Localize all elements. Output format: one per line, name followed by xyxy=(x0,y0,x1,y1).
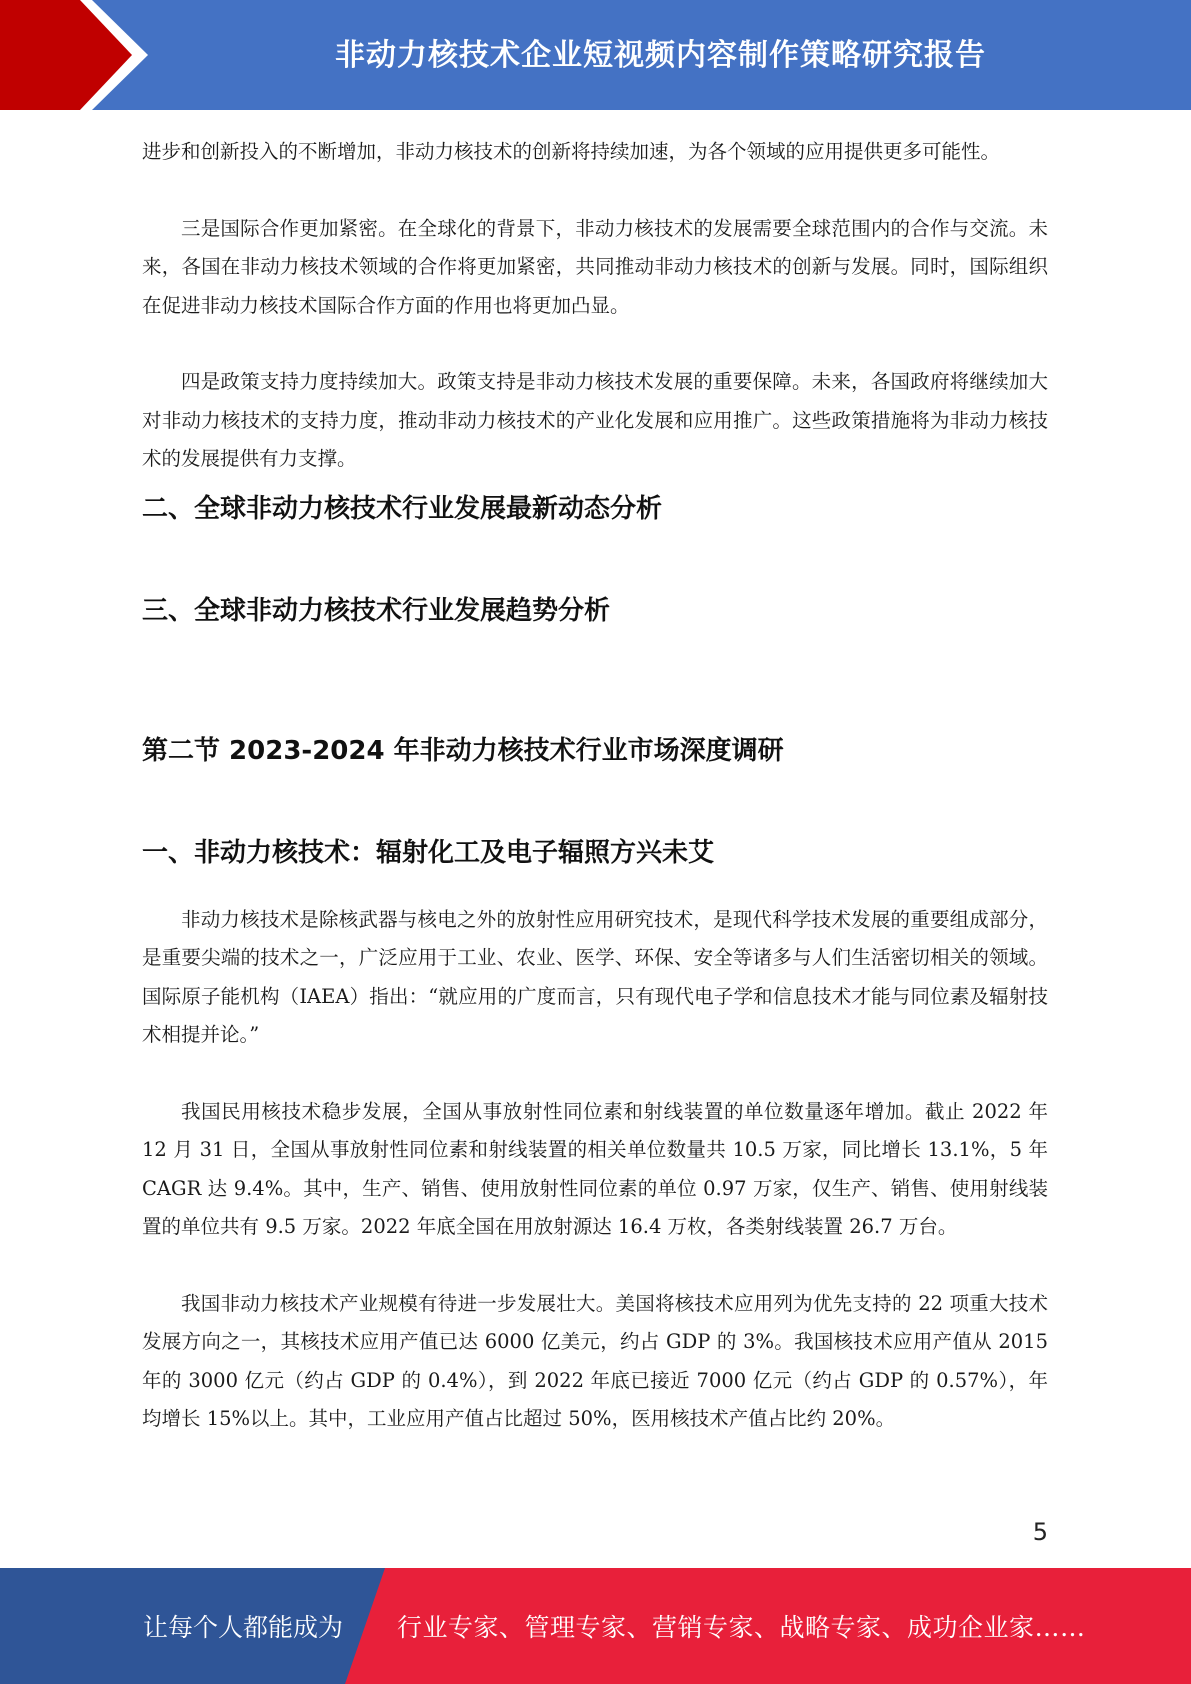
page-footer xyxy=(0,1568,1191,1684)
paragraph: 非动力核技术是除核武器与核电之外的放射性应用研究技术，是现代科学技术发展的重要组成部分，是重要尖端的技术之一，广泛应用于工业、农业、医学、环保、安全等诸多与人们生活密切相关的领域。国际原子能机构（IAEA）指出：“就应用的广度而言，只有现代电子学和信息技术才能与同位素及辐射技术相提并论。” xyxy=(142,907,1048,1046)
section-heading: 一、非动力核技术：辐射化工及电子辐照方兴未艾 xyxy=(142,837,715,868)
page-header xyxy=(0,0,1191,110)
paragraph: 进步和创新投入的不断增加，非动力核技术的创新将持续加速，为各个领域的应用提供更多可能性。 xyxy=(142,140,1001,163)
paragraph: 三是国际合作更加紧密。在全球化的背景下，非动力核技术的发展需要全球范围内的合作与交流。未来，各国在非动力核技术领域的合作将更加紧密，共同推动非动力核技术的创新与发展。同时，国际组织在促进非动力核技术国际合作方面的作用也将更加凸显。 xyxy=(142,216,1048,317)
footer-slogan-left: 让每个人都能成为 xyxy=(143,1613,344,1642)
chapter-heading: 第二节 2023-2024 年非动力核技术行业市场深度调研 xyxy=(142,735,784,766)
paragraph: 四是政策支持力度持续加大。政策支持是非动力核技术发展的重要保障。未来，各国政府将继续加大对非动力核技术的支持力度，推动非动力核技术的产业化发展和应用推广。这些政策措施将为非动力核技术的发展提供有力支撑。 xyxy=(142,370,1048,470)
footer-slogan-right: 行业专家、管理专家、营销专家、战略专家、成功企业家…… xyxy=(397,1613,1086,1642)
section-heading: 二、全球非动力核技术行业发展最新动态分析 xyxy=(142,493,663,524)
page-content xyxy=(142,133,1048,1439)
paragraph: 我国民用核技术稳步发展，全国从事放射性同位素和射线装置的单位数量逐年增加。截止 2022 年 12 月 31 日，全国从事放射性同位素和射线装置的相关单位数量共 10.5 万家，同比增长 13.1%，5 年 CAGR 达 9.4%。其中，生产、销售、使用放射性同位素的单位 0.97 万家，仅生产、销售、使用射线装置的单位共有 9.5 万家。2022 年底全国在用放射源达 16.4 万枚，各类射线装置 26.7 万台。 xyxy=(142,1099,1048,1238)
section-heading: 三、全球非动力核技术行业发展趋势分析 xyxy=(142,595,611,626)
header-title: 非动力核技术企业短视频内容制作策略研究报告 xyxy=(335,38,986,73)
paragraph: 我国非动力核技术产业规模有待进一步发展壮大。美国将核技术应用列为优先支持的 22 项重大技术发展方向之一，其核技术应用产值已达 6000 亿美元，约占 GDP 的 3%。我国核技术应用产值从 2015 年的 3000 亿元（约占 GDP 的 0.4%），到 2022 年底已接近 7000 亿元（约占 GDP 的 0.57%），年均增长 15%以上。其中，工业应用产值占比超过 50%，医用核技术产值占比约 20%。 xyxy=(142,1291,1048,1430)
page-number: 5 xyxy=(1032,1518,1048,1546)
